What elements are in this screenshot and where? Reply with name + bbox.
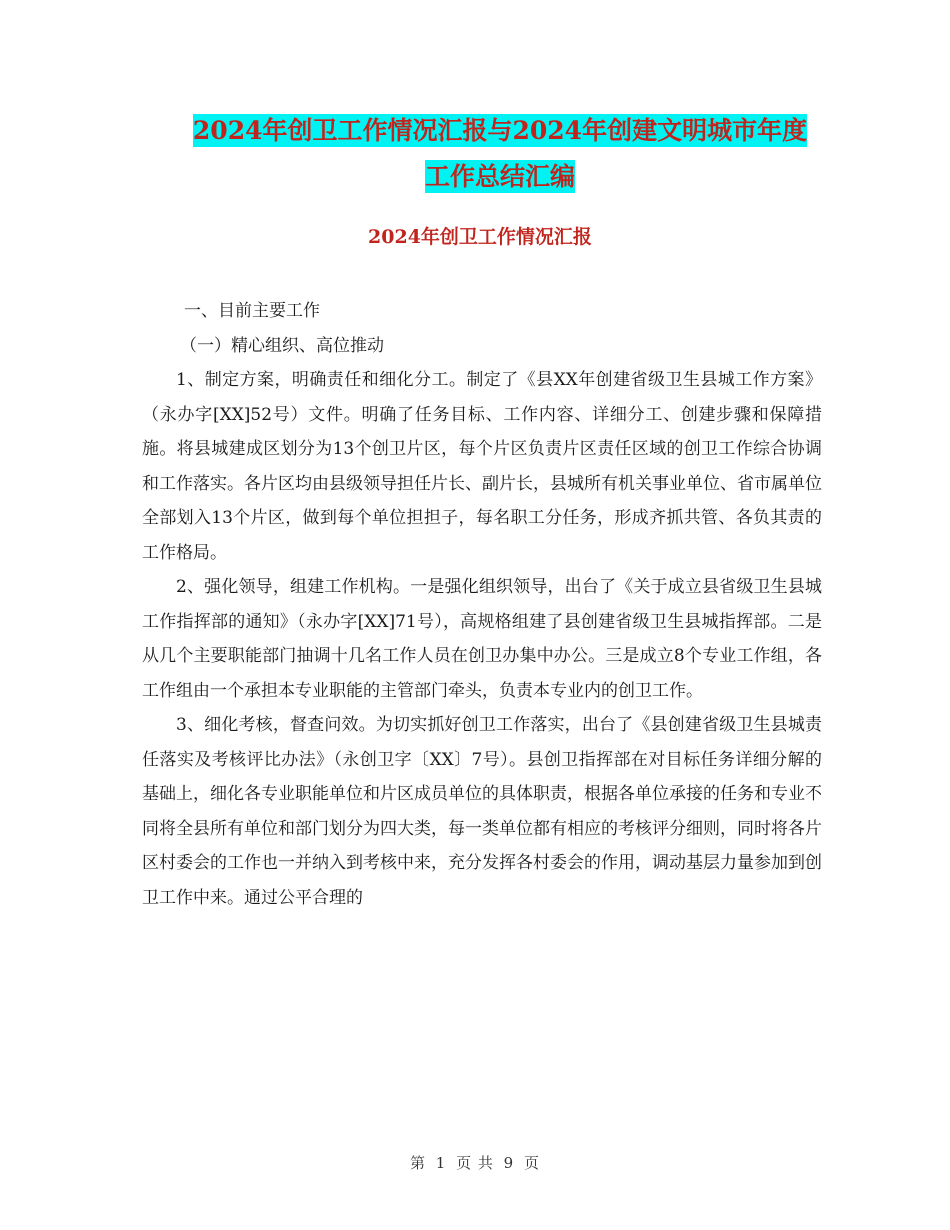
document-title — [140, 108, 860, 200]
footer-prefix: 第 — [409, 1154, 426, 1172]
paragraph-3: 3、细化考核，督查问效。为切实抓好创卫工作落实，出台了《县创建省级卫生县城责任落实及考核评比办法》（永创卫字〔XX〕7号）。县创卫指挥部在对目标任务详细分解的基础上，细化各专业职能单位和片区成员单位的具体职责，根据各单位承接的任务和专业不同将全县所有单位和部门划分为四大类，每一类单位都有相应的考核评分细则，同时将各片区村委会的工作也一并纳入到考核中来，充分发挥各村委会的作用，调动基层力量参加到创卫工作中来。通过公平合理的 — [142, 715, 822, 908]
footer-total-pages: 9 — [503, 1154, 515, 1172]
footer-current-page: 1 — [435, 1154, 447, 1172]
paragraph-2: 2、强化领导，组建工作机构。一是强化组织领导，出台了《关于成立县省级卫生县城工作指挥部的通知》（永办字[XX]71号），高规格组建了县创建省级卫生县城指挥部。二是从几个主要职能部门抽调十几名工作人员在创卫办集中办公。三是成立8个专业工作组，各工作组由一个承担本专业职能的主管部门牵头，负责本专业内的创卫工作。 — [142, 577, 822, 701]
title-line-2: 工作总结汇编 — [424, 162, 575, 191]
title-line-1: 2024年创卫工作情况汇报与2024年创建文明城市年度 — [192, 116, 808, 145]
page-footer — [0, 1152, 950, 1173]
paragraph-1: 1、制定方案，明确责任和细化分工。制定了《县XX年创建省级卫生县城工作方案》（永办字[XX]52号）文件。明确了任务目标、工作内容、详细分工、创建步骤和保障措施。将县城建成区划分为13个创卫片区，每个片区负责片区责任区域的创卫工作综合协调和工作落实。各片区均由县级领导担任片长、副片长，县城所有机关事业单位、省市属单位全部划入13个片区，做到每个单位担担子，每名职工分任务，形成齐抓共管、各负其责的工作格局。 — [142, 370, 822, 563]
footer-suffix: 页 — [524, 1154, 541, 1172]
section-heading: 一、目前主要工作 — [184, 301, 320, 321]
subsection-heading: （一）精心组织、高位推动 — [180, 335, 384, 356]
footer-middle: 页 共 — [456, 1154, 494, 1172]
section-title: 2024年创卫工作情况汇报 — [368, 226, 592, 248]
document-body — [142, 294, 822, 915]
